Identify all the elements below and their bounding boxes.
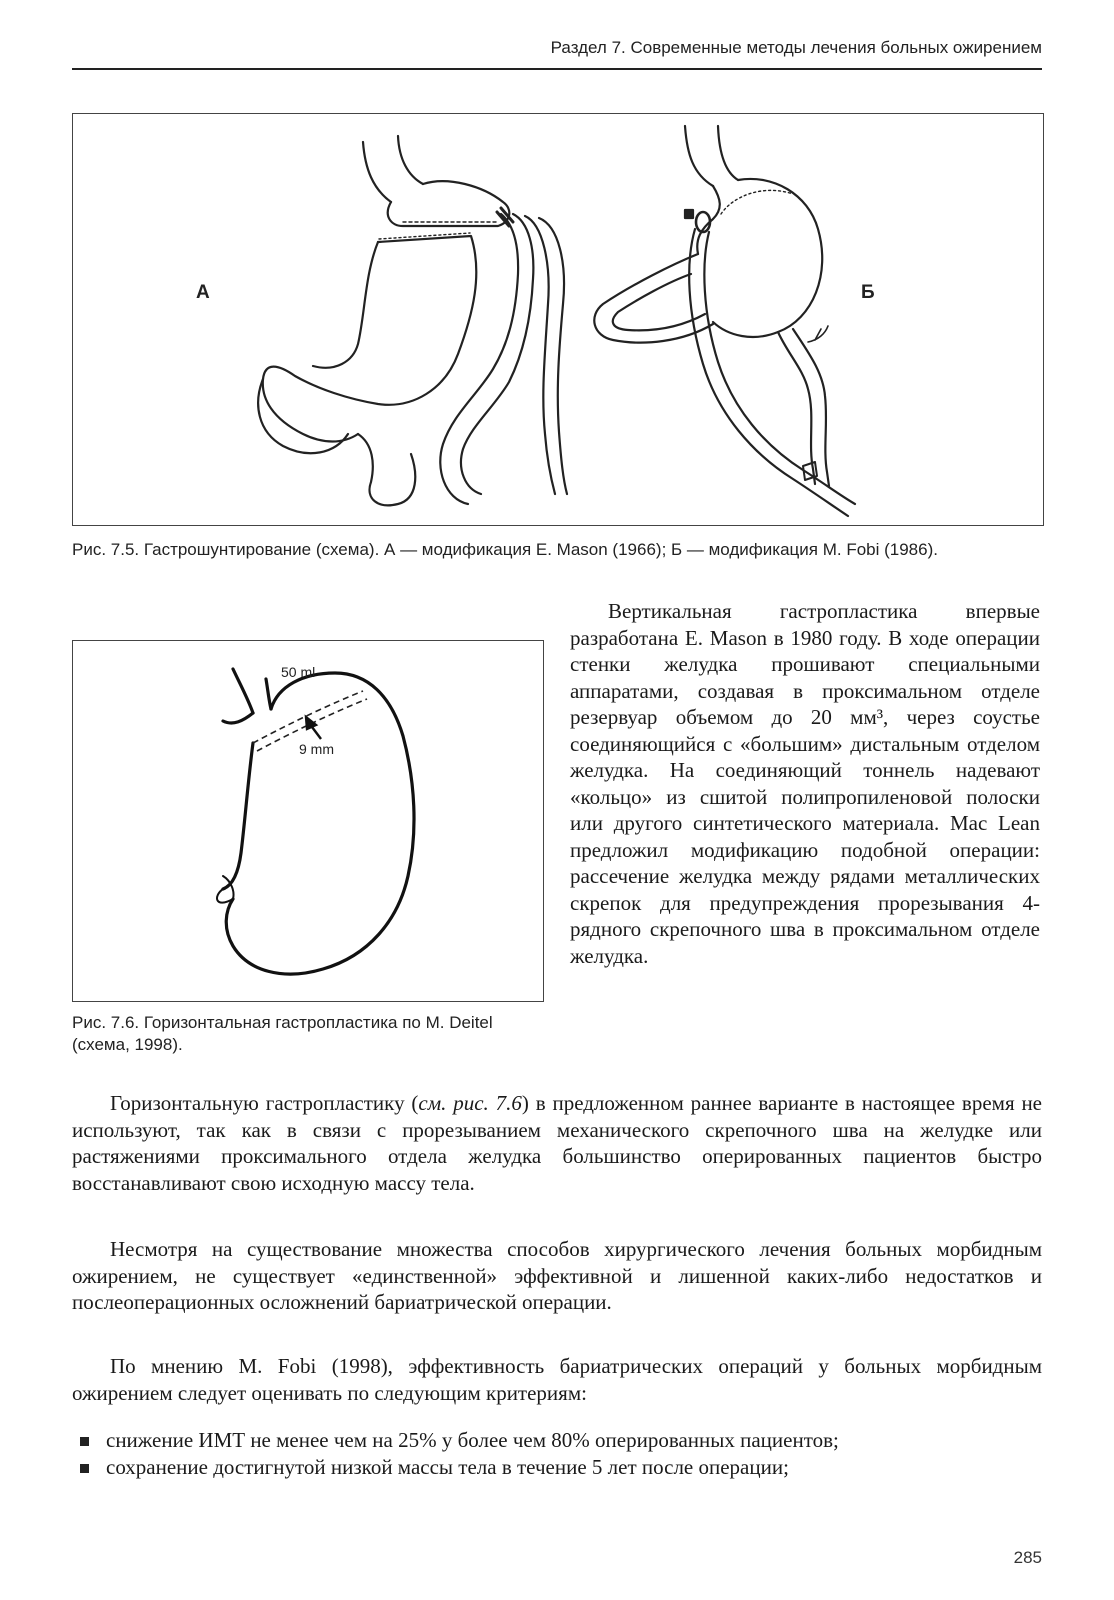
b-esophagus-left (685, 126, 713, 186)
p3-text: По мнению M. Fobi (1998), эффективность бариатрических операций у больных морбидным ожирением следует оценивать по следующим критериям: (72, 1354, 1042, 1405)
bullet-icon (80, 1437, 89, 1446)
a-esophagus-right (398, 136, 423, 184)
running-header (72, 28, 1042, 70)
list-item (72, 1454, 1042, 1481)
figure-7-6-illustration (73, 641, 543, 1001)
figure-7-5-label-a: А (196, 282, 210, 303)
fig2-stomach-greater-curvature (226, 673, 414, 974)
figure-7-5 (72, 113, 1044, 526)
a-duodenum (358, 434, 415, 505)
p2-text: Несмотря на существование множества способов хирургического лечения больных морбидным ожирением, не существует «единственной» эффективной и лишенной каких-либо недостатков и послеоперационных осложнений бариатрической операции. (72, 1237, 1042, 1314)
list-item (72, 1427, 1042, 1454)
criteria-list (72, 1427, 1042, 1480)
p1-figure-reference[interactable]: см. рис. 7.6 (418, 1091, 522, 1115)
fig2-volume-label: 50 ml (281, 664, 316, 680)
b-roux-limb (689, 229, 848, 516)
b-stomach (713, 179, 822, 337)
a-esophagus-left (363, 142, 391, 202)
list-item-text: снижение ИМТ не менее чем на 25% у более чем 80% оперированных пациентов; (106, 1428, 839, 1452)
figure-7-6-caption: Рис. 7.6. Горизонтальная гастропластика по M. Deitel (схема, 1998). (72, 1013, 493, 1054)
figure-7-5-illustration (73, 114, 1043, 525)
body-paragraph-2 (72, 1236, 1042, 1316)
running-title: Раздел 7. Современные методы лечения больных ожирением (550, 38, 1042, 57)
body-paragraph-1 (72, 1090, 1042, 1196)
a-gastric-pouch (388, 181, 510, 226)
right-column-text (570, 598, 1040, 969)
list-item-text: сохранение достигнутой низкой массы тела в течение 5 лет после операции; (106, 1454, 789, 1479)
page-number: 285 (1013, 1548, 1042, 1567)
figure-7-5-label-b: Б (861, 282, 875, 303)
p1-start: Горизонтальную гастропластику ( (110, 1091, 419, 1115)
b-esophagus-right (718, 126, 738, 180)
bullet-icon (80, 1464, 89, 1473)
figure-7-6 (72, 640, 544, 1002)
fig2-esophagus-left (233, 669, 253, 713)
fig2-esophagus-right (266, 679, 271, 709)
p1-end: ) в предложенном раннее варианте в настоящее время не используют, так как в связи с прорезыванием механического скрепочного шва на желудке или растяжениями проксимального отдела желудка большинство оперированных пациентов быстро восстанавливают свою исходную массу тела. (72, 1091, 1042, 1195)
figure-7-5-caption: Рис. 7.5. Гастрошунтирование (схема). А — модификация E. Mason (1966); Б — модификация M. Fobi (1986). (72, 540, 938, 559)
vertical-gastroplasty-paragraph: Вертикальная гастропластика впервые разработана E. Mason в 1980 году. В ходе операции стенки желудка прошивают специальными аппаратами, создавая в проксимальном отделе резервуар объемом до 20 мм³, через соустье соединяющийся с «большим» дистальным отделом желудка. На соединяющий тоннель надевают «кольцо» из сшитой полипропиленовой полоски или другого синтетического материала. Mac Lean предложил модификацию подобной операции: рассечение желудка между рядами металлических скрепок для предупреждения прорезывания 4-рядного скрепочного шва в проксимальном отделе желудка. (570, 599, 1040, 968)
a-roux-limb-outer (440, 214, 518, 504)
fig2-width-label: 9 mm (299, 741, 334, 757)
body-paragraph-3 (72, 1353, 1042, 1406)
fig2-stomach-lesser-curvature (223, 743, 253, 889)
